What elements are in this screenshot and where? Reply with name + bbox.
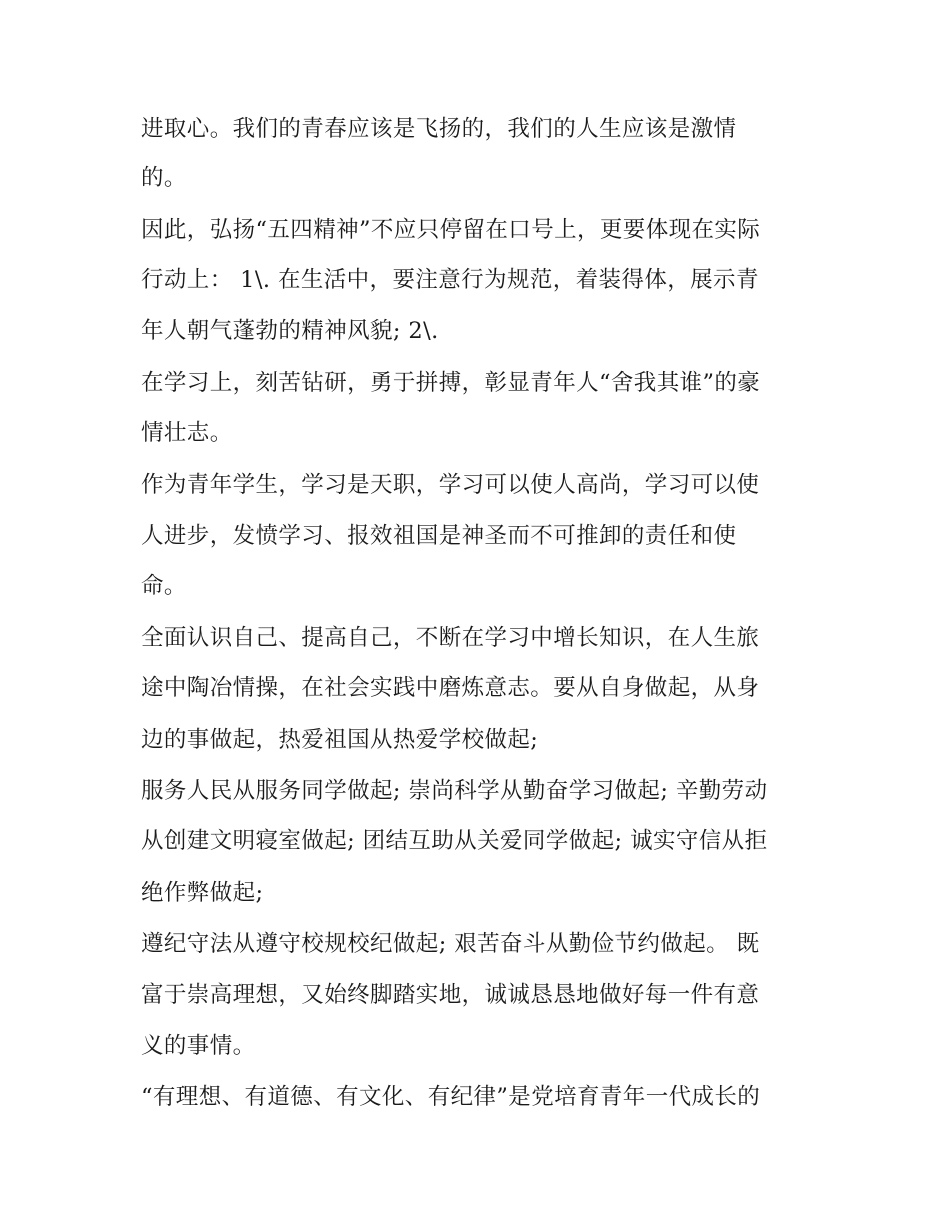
text-line: 义的事情。 xyxy=(141,1033,256,1059)
text-line: 服务人民从服务同学做起; 崇尚科学从勤奋学习做起; 辛勤劳动 xyxy=(141,778,768,804)
text-line: 途中陶冶情操，在社会实践中磨炼意志。要从自身做起，从身 xyxy=(141,675,760,701)
text-line: 作为青年学生，学习是天职，学习可以使人高尚，学习可以使 xyxy=(141,472,760,498)
text-line: 遵纪守法从遵守校规校纪做起; 艰苦奋斗从勤俭节约做起。 既 xyxy=(141,931,760,957)
text-line: 情壮志。 xyxy=(141,420,233,446)
text-line: 绝作弊做起; xyxy=(141,880,264,906)
text-line: 从创建文明寝室做起; 团结互助从关爱同学做起; 诚实守信从拒 xyxy=(141,828,768,854)
text-line: 边的事做起，热爱祖国从热爱学校做起; xyxy=(141,727,539,753)
text-line: “有理想、有道德、有文化、有纪律”是党培育青年一代成长的 xyxy=(141,1084,761,1110)
text-line: 在学习上，刻苦钻研，勇于拼搏，彰显青年人“舍我其谁”的豪 xyxy=(141,370,761,396)
text-line: 年人朝气蓬勃的精神风貌; 2\. xyxy=(141,318,439,344)
text-line: 全面认识自己、提高自己，不断在学习中增长知识，在人生旅 xyxy=(141,625,760,651)
text-line: 命。 xyxy=(141,573,187,599)
text-line: 人进步，发愤学习、报效祖国是神圣而不可推卸的责任和使 xyxy=(141,523,737,549)
text-line: 因此，弘扬“五四精神”不应只停留在口号上，更要体现在实际 xyxy=(141,217,761,243)
text-line: 行动上： 1\. 在生活中，要注意行为规范，着装得体，展示青 xyxy=(141,267,759,293)
text-line: 的。 xyxy=(141,165,187,191)
text-line: 富于崇高理想，又始终脚踏实地，诚诚恳恳地做好每一件有意 xyxy=(141,982,760,1008)
text-line: 进取心。我们的青春应该是飞扬的，我们的人生应该是激情 xyxy=(141,116,737,142)
